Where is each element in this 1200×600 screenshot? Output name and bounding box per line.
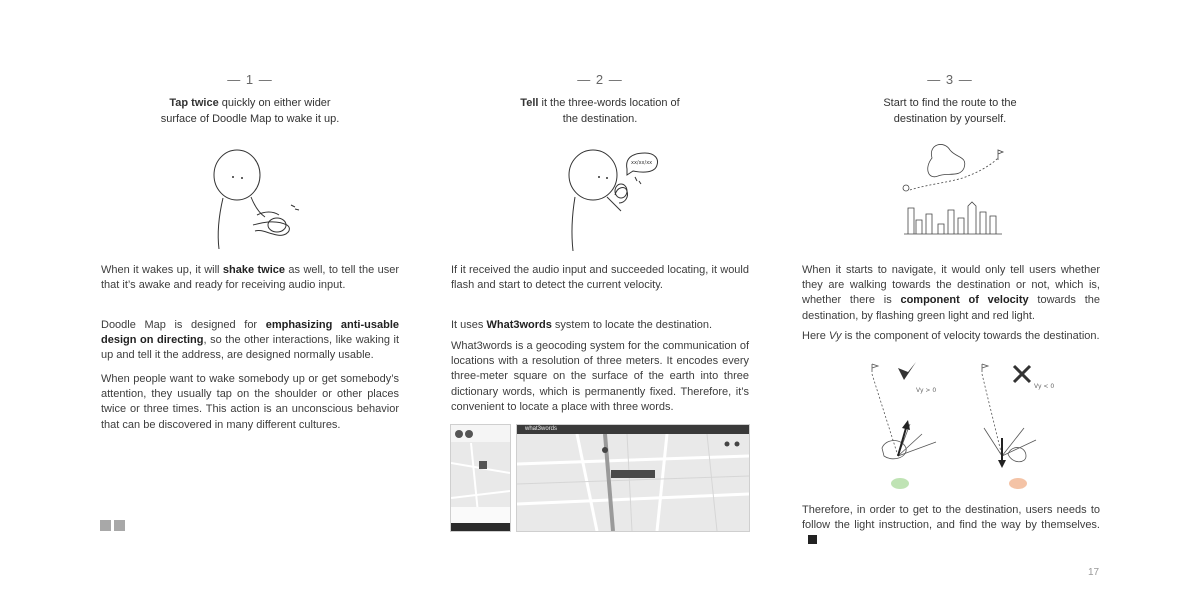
step-caption-2 xyxy=(490,95,710,127)
decorative-square xyxy=(100,520,111,531)
velocity-diagram-positive xyxy=(862,358,962,473)
red-light-indicator xyxy=(1009,478,1027,489)
step-number-3: — 3 — xyxy=(927,72,973,87)
velocity-diagram-negative xyxy=(972,358,1072,473)
col3-paragraph-1 xyxy=(802,263,1100,324)
step-number-2: — 2 — xyxy=(577,72,623,87)
col1-paragraph-2 xyxy=(101,318,399,364)
col1-paragraph-1 xyxy=(101,263,399,293)
step-caption-3 xyxy=(840,95,1060,127)
text: It uses xyxy=(451,319,487,331)
caption-text: quickly on either wider xyxy=(218,97,331,109)
text: is the component of velocity towards the destination. xyxy=(841,330,1100,342)
caption-text: Start to find the route to the xyxy=(883,97,1017,109)
text: , so the other interactions, like waking it up and tell it the address, are designed normally usable. xyxy=(101,334,400,362)
decorative-square xyxy=(114,520,125,531)
col1-paragraph-3: When people want to wake somebody up or get somebody’s attention, they usually tap on the shoulder or other places twice or three times. This action is an unconscious behavior that can be discovered in many different cultures. xyxy=(101,373,399,431)
bold-text: component of velocity xyxy=(900,294,1029,307)
col2-paragraph-3: What3words is a geocoding system for the communication of locations with a resolution of three meters. It encodes every three-meter square on the surface of the earth into three dictionary words, which is permanently fixed. Therefore, it’s convenient to locate a place with three words. xyxy=(451,340,749,413)
italic-text: Vy xyxy=(828,330,842,342)
vy-positive-label: Vy > 0 xyxy=(916,387,937,394)
text: as well, to tell the user that it’s awake and ready for receiving audio input. xyxy=(101,264,399,292)
text: Here xyxy=(802,330,829,342)
tell-location-sketch xyxy=(555,145,675,255)
bold-text: What3words xyxy=(486,319,552,331)
what3words-map-screenshot xyxy=(516,424,750,532)
text: When it wakes up, it will xyxy=(101,264,223,276)
text: When it starts to navigate, it would only tell users whether they are walking towards the destination or not, which is, whether there is xyxy=(802,264,1100,307)
caption-text: destination by yourself. xyxy=(893,113,1007,125)
tap-twice-sketch xyxy=(195,145,335,255)
caption-text: it the three-words location of xyxy=(538,97,680,109)
bold-text: shake twice xyxy=(222,264,286,276)
text: system to locate the destination. xyxy=(551,319,713,331)
speech-bubble-text: xx/xx/xx xyxy=(631,160,653,166)
col2-paragraph-2 xyxy=(451,318,749,333)
page-number: 17 xyxy=(1088,567,1100,578)
end-mark xyxy=(808,535,817,544)
text: Therefore, in order to get to the destination, users needs to follow the light instruction, and find the way by themselves. xyxy=(802,504,1100,532)
route-city-sketch xyxy=(898,138,1008,258)
phone-map-screenshot xyxy=(450,424,511,532)
caption-text: surface of Doodle Map to wake it up. xyxy=(160,113,340,125)
vy-negative-label: Vy < 0 xyxy=(1034,383,1055,390)
green-light-indicator xyxy=(891,478,909,489)
col2-paragraph-1: If it received the audio input and succeeded locating, it would flash and start to detect the current velocity. xyxy=(451,264,749,292)
step-caption-1 xyxy=(140,95,360,127)
text: Doodle Map is designed for xyxy=(101,319,266,331)
col3-paragraph-2 xyxy=(802,329,1100,344)
app-name: what3words xyxy=(525,426,558,432)
caption-bold: Tap twice xyxy=(169,97,219,109)
bold-text: emphasizing anti-usable design on directing xyxy=(101,319,399,347)
step-number-1: — 1 — xyxy=(227,72,273,87)
caption-text: the destination. xyxy=(562,113,638,125)
col3-paragraph-3 xyxy=(802,503,1100,549)
caption-bold: Tell xyxy=(520,97,539,109)
text: towards the destination, by flashing green light and red light. xyxy=(802,294,1100,322)
